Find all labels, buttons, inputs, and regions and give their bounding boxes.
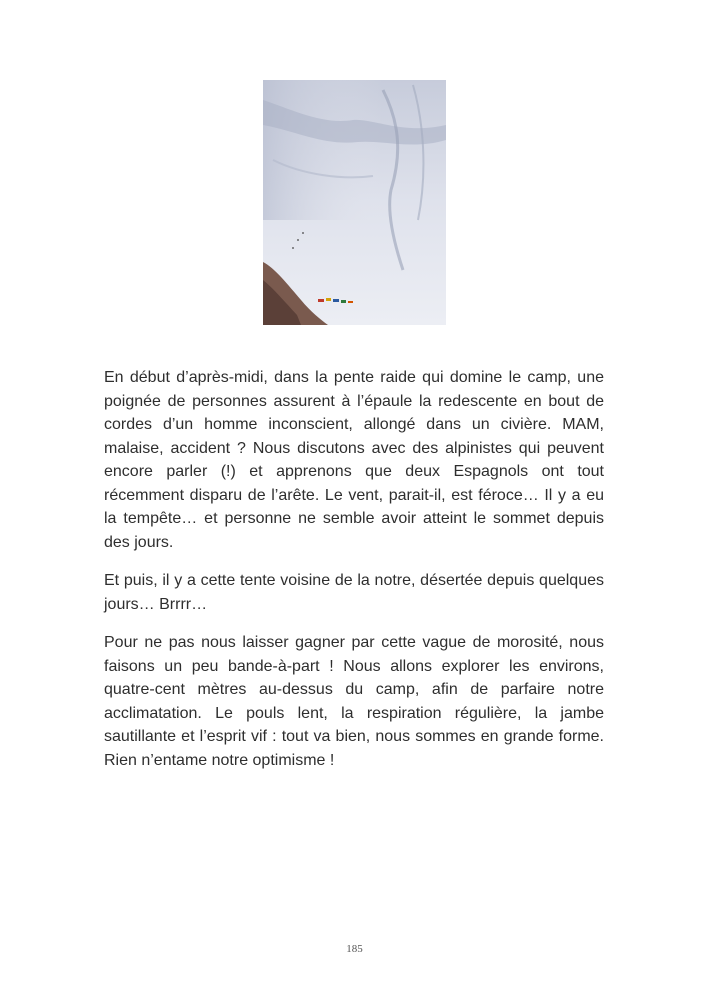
camp-tent-red	[318, 299, 324, 302]
paragraph-2: Et puis, il y a cette tente voisine de la notre, désertée depuis quelques jours… Brrrr…	[104, 572, 604, 613]
page-number: 185	[346, 943, 363, 955]
climber-dot	[297, 239, 299, 241]
body-text	[104, 366, 604, 787]
climber-dot	[302, 232, 304, 234]
snow-shadow	[263, 80, 383, 220]
paragraph-3: Pour ne pas nous laisser gagner par cette vague de morosité, nous faisons un peu bande-à-part ! Nous allons explorer les environs, quatre-cent mètres au-dessus du camp, afin de parfaire notre acclimatation. Le pouls lent, la respiration régulière, la jambe sautillante et l’esprit vif : tout va bien, nous sommes en grande forme. Rien n’entame notre optimisme !	[104, 634, 604, 769]
mountain-photo	[263, 80, 446, 325]
camp-tent-green	[341, 300, 346, 303]
climber-dot	[292, 247, 294, 249]
camp-tent-yellow	[326, 298, 331, 301]
camp-tent-blue	[333, 299, 339, 302]
paragraph-1: En début d’après-midi, dans la pente raide qui domine le camp, une poignée de personnes assurent à l’épaule la redescente en bout de cordes d’un homme inconscient, allongé dans un civière. MAM, malaise, accident ? Nous discutons avec des alpinistes qui peuvent encore parler (!) et apprenons que deux Espagnols ont tout récemment disparu de l’arête. Le vent, parait-il, est féroce… Il y a eu la tempête… et personne ne semble avoir atteint le sommet depuis des jours.	[104, 369, 604, 551]
camp-tent-orange	[348, 301, 353, 303]
